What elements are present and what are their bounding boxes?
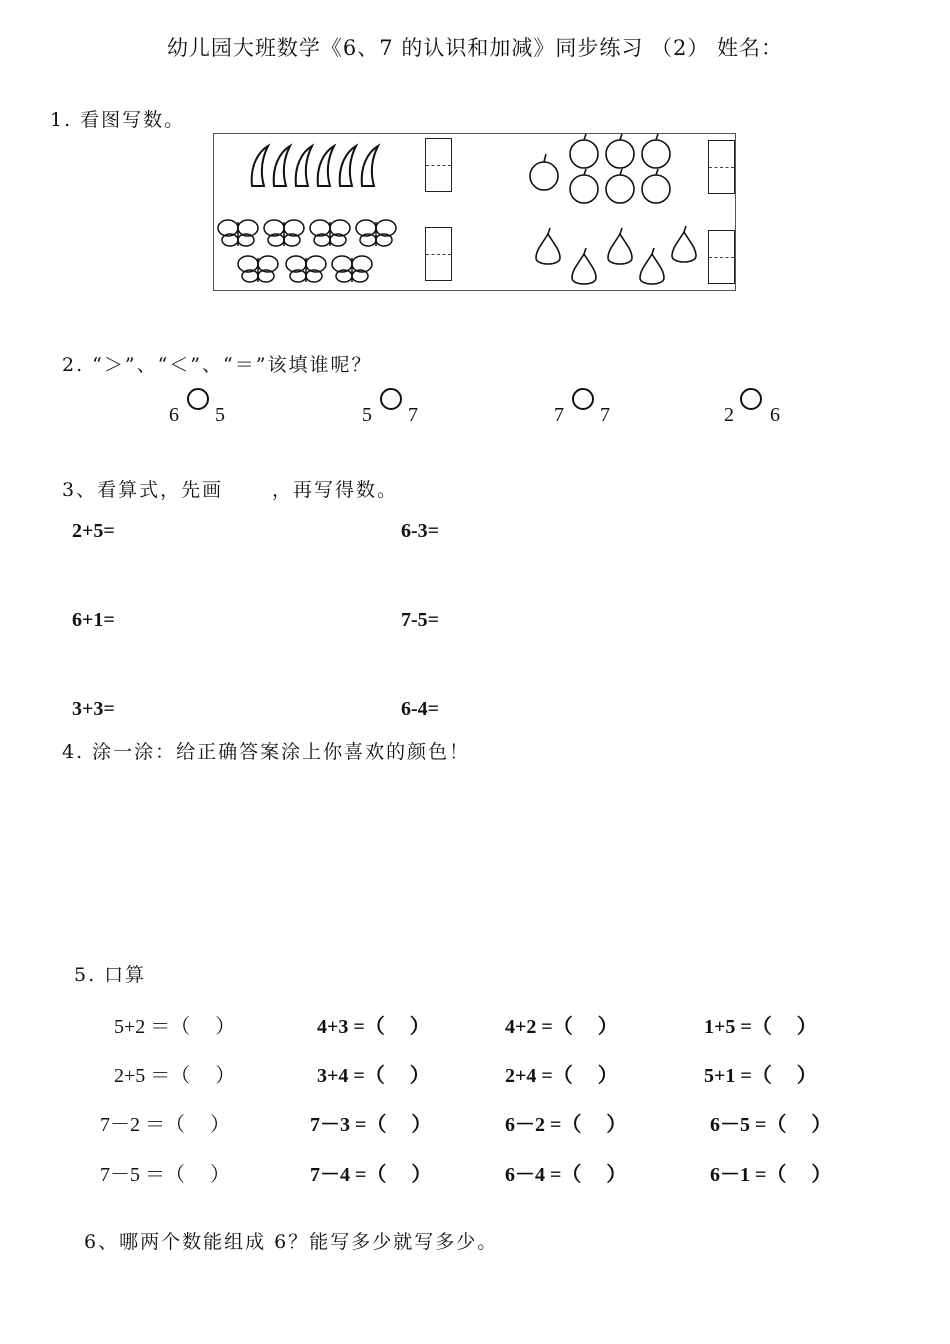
oral-problem[interactable]: 2+4 =（ ） bbox=[505, 1065, 618, 1087]
section3-heading-part2: ，再写得数。 bbox=[272, 479, 399, 501]
equation: 7-5= bbox=[401, 609, 440, 631]
compare-item-4 bbox=[724, 404, 794, 434]
oral-problem[interactable]: 3+4 =（ ） bbox=[317, 1065, 430, 1087]
equation: 3+3= bbox=[72, 698, 115, 720]
oral-problem[interactable]: 6－2 =（ ） bbox=[505, 1114, 627, 1136]
section1-heading: 1. 看图写数。 bbox=[50, 109, 186, 131]
compare-right: 5 bbox=[215, 404, 225, 426]
section2-heading: 2. “＞”、“＜”、“＝”该填谁呢？ bbox=[62, 354, 373, 376]
compare-circle[interactable] bbox=[187, 388, 209, 410]
compare-item-3 bbox=[554, 404, 624, 434]
oral-problem[interactable]: 5+2 ＝（ ） bbox=[114, 1016, 236, 1038]
oral-problem[interactable]: 2+5 ＝（ ） bbox=[114, 1065, 236, 1087]
answer-box-butterflies[interactable] bbox=[425, 227, 452, 281]
section6-heading: 6、哪两个数能组成 6？能写多少就写多少。 bbox=[84, 1231, 499, 1253]
oral-row bbox=[0, 1059, 950, 1089]
equation: 2+5= bbox=[72, 520, 115, 542]
oral-problem[interactable]: 6－4 =（ ） bbox=[505, 1164, 627, 1186]
oral-row bbox=[0, 1158, 950, 1188]
compare-circle[interactable] bbox=[572, 388, 594, 410]
oral-problem[interactable]: 7－4 =（ ） bbox=[310, 1164, 432, 1186]
answer-box-bananas[interactable] bbox=[425, 138, 452, 192]
oral-problem[interactable]: 1+5 =（ ） bbox=[704, 1016, 817, 1038]
answer-box-apples[interactable] bbox=[708, 140, 735, 194]
oral-problem[interactable]: 6－5 =（ ） bbox=[710, 1114, 832, 1136]
page-title: 幼儿园大班数学《6、7 的认识和加减》同步练习 （2） 姓名： bbox=[166, 36, 784, 60]
compare-item-2 bbox=[362, 404, 432, 434]
section5-heading: 5. 口算 bbox=[74, 964, 147, 986]
oral-row bbox=[0, 1010, 950, 1040]
answer-box-pears[interactable] bbox=[708, 230, 735, 284]
compare-right: 7 bbox=[408, 404, 418, 426]
oral-row bbox=[0, 1108, 950, 1138]
compare-left: 2 bbox=[724, 404, 734, 426]
compare-circle[interactable] bbox=[380, 388, 402, 410]
picture-count-figure bbox=[213, 133, 736, 291]
oral-problem[interactable]: 6－1 =（ ） bbox=[710, 1164, 832, 1186]
equation: 6+1= bbox=[72, 609, 115, 631]
oral-problem[interactable]: 7－2 ＝（ ） bbox=[100, 1114, 230, 1136]
butterfly-icon bbox=[216, 212, 402, 290]
banana-icon bbox=[248, 142, 388, 190]
oral-problem[interactable]: 5+1 =（ ） bbox=[704, 1065, 817, 1087]
section3-heading-part1: 3、看算式，先画 bbox=[62, 479, 224, 501]
oral-problem[interactable]: 4+2 =（ ） bbox=[505, 1016, 618, 1038]
compare-right: 6 bbox=[770, 404, 780, 426]
section4-heading: 4. 涂一涂：给正确答案涂上你喜欢的颜色！ bbox=[62, 741, 471, 763]
compare-left: 5 bbox=[362, 404, 372, 426]
oral-problem[interactable]: 7－3 =（ ） bbox=[310, 1114, 432, 1136]
oral-problem[interactable]: 4+3 =（ ） bbox=[317, 1016, 430, 1038]
apple-icon bbox=[528, 134, 678, 208]
compare-item-1 bbox=[169, 404, 239, 434]
compare-circle[interactable] bbox=[740, 388, 762, 410]
equation: 6-3= bbox=[401, 520, 440, 542]
oral-problem[interactable]: 7－5 ＝（ ） bbox=[100, 1164, 230, 1186]
compare-left: 6 bbox=[169, 404, 179, 426]
equation: 6-4= bbox=[401, 698, 440, 720]
compare-right: 7 bbox=[600, 404, 610, 426]
pear-icon bbox=[534, 226, 704, 290]
compare-left: 7 bbox=[554, 404, 564, 426]
